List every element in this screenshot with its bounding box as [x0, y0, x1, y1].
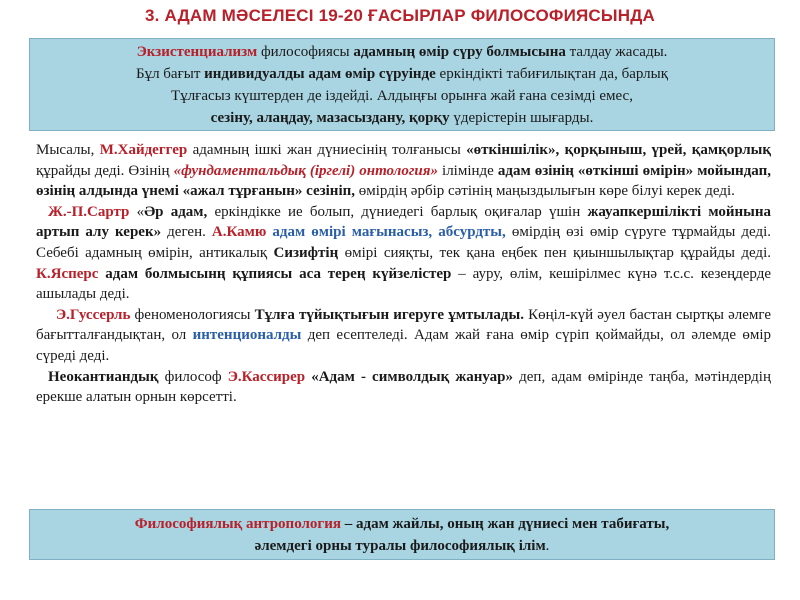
paragraph-sartre-camus-jaspers: Ж.-П.Сартр «Әр адам, еркіндікке ие болып, дүниедегі барлық оқиғалар үшін жауапкершілікті мойнына артып алу керек» деген. А.Камю адам өмірі мағынасыз, абсурдты, өмірдің өзі өмір сүруге тұрмайды деді. Себебі адамның өмірін, антикалық Сизифтің өмірі сияқты, тек қана еңбек пен қиыншылықтар құрайды деді. К.Ясперс адам болмысынң құпиясы аса терең күйзелістер – ауру, өлім, кешірілмес күнә т.с.с. кезеңдерде ашылады деді. — [36, 203, 772, 303]
name-heidegger: М.Хайдеггер — [99, 142, 188, 158]
paragraph-heidegger: Мысалы, М.Хайдеггер адамның ішкі жан дүниесінің толғанысы «өткіншілік», қорқыныш, үрей, қамқорлық құрайды деді. Өзінің «фундаментальдық (іргелі) онтология» ілімінде адам өзінің «өткінші өмірін» мойындап, өзінің алдында үнемі «ажал тұрғанын» сезініп, өмірдің әрбір сәтінің маңыздылығын көре білуі керек деді. — [36, 142, 772, 200]
page-title: 3. АДАМ МӘСЕЛЕСІ 19-20 ҒАСЫРЛАР ФИЛОСОФИЯСЫНДА — [144, 6, 656, 25]
definition-line-1: Философиялық антропология – адам жайлы, оның жан дүниесі мен табиғаты, — [134, 516, 670, 532]
anthropology-definition-box — [29, 509, 775, 560]
summary-line-3: Тұлғасыз күштерден де іздейді. Алдыңғы орынға жай ғана сезімді емес, — [171, 88, 633, 104]
name-sartre: Ж.-П.Сартр — [48, 203, 130, 220]
term-philosophical-anthropology: Философиялық антропология — [134, 516, 341, 532]
summary-line-4: сезіну, алаңдау, мазасыздану, қорқу үдерістерін шығарды. — [210, 110, 594, 126]
name-camus: А.Камю — [211, 224, 267, 241]
summary-line-1: Экзистенциализм философиясы адамның өмір сүру болмысына талдау жасады. — [136, 44, 668, 60]
existentialism-summary-box — [29, 38, 775, 131]
summary-line-2: Бұл бағыт индивидуалды адам өмір сүруінде еркіндікті табиғилықтан да, барлық — [135, 66, 669, 82]
name-jaspers: К.Ясперс — [36, 265, 99, 282]
term-existentialism: Экзистенциализм — [136, 44, 258, 60]
name-cassirer: Э.Кассирер — [227, 368, 306, 385]
definition-line-2: әлемдегі орны туралы философиялық ілім. — [254, 538, 550, 554]
main-text — [36, 140, 771, 408]
paragraph-cassirer: Неокантиандық философ Э.Кассирер «Адам - символдық жануар» деп, адам өмірінде таңба, мәтіндердің ерекше алатын орнын көрсетті. — [36, 368, 771, 406]
name-husserl: Э.Гуссерль — [56, 306, 131, 323]
paragraph-husserl: Э.Гуссерль феноменологиясы Тұлға түйықтығын игеруге ұмтылады. Көңіл-күй әуел бастан сыртқы әлемге бағытталғандықтан, ол интенционалды деп есептеледі. Адам жай ғана өмір сүріп қоймайды, ол әлемде өмір сүреді деді. — [36, 306, 771, 364]
